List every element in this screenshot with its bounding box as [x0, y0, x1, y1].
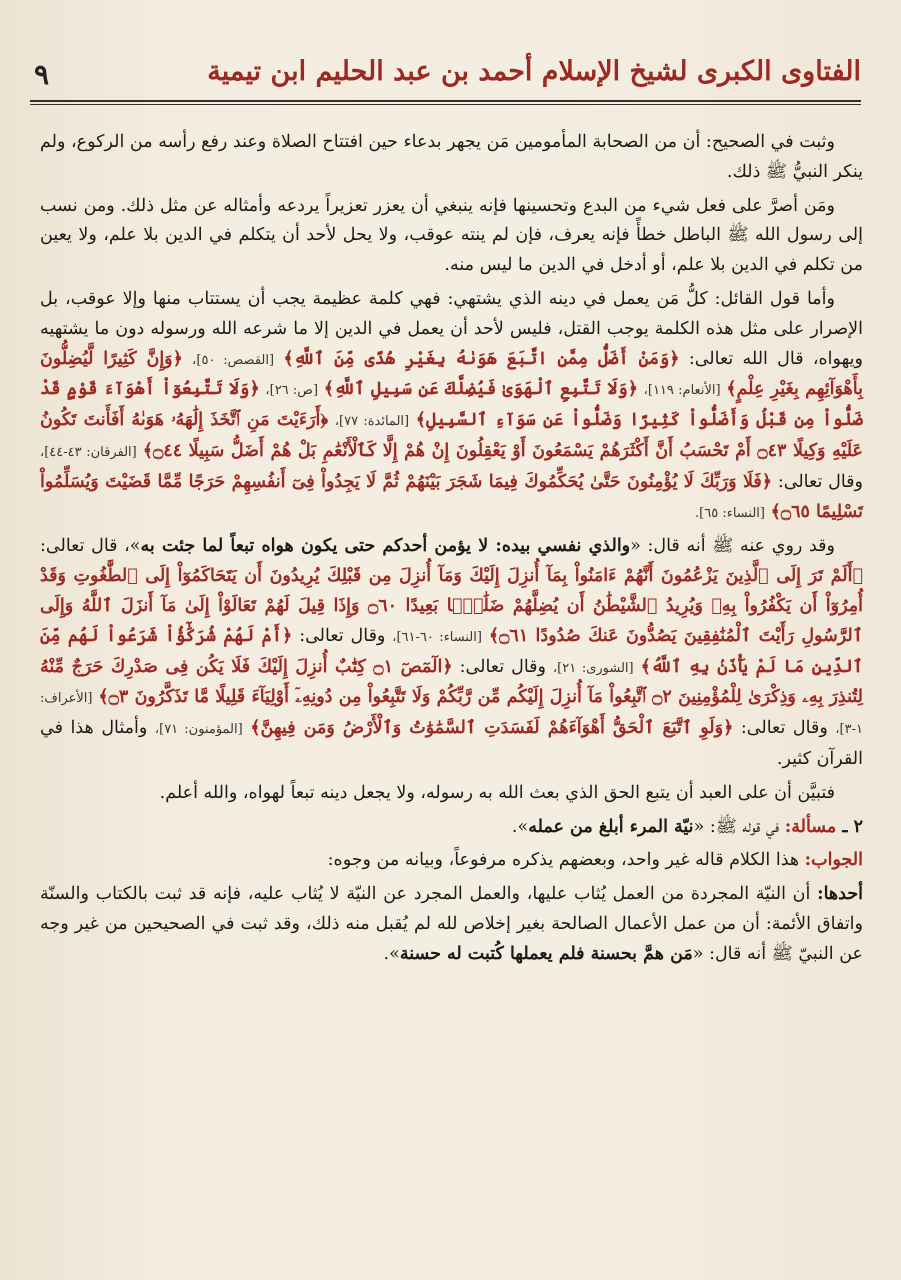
verse-reference: [ص: ٢٦]، [265, 383, 319, 399]
paragraph: فتبيَّن أن على العبد أن يتبع الحق الذي بعث الله به رسوله، ولا يجعل دينه تبعاً لهواه، والله أعلم. [159, 782, 835, 803]
hadith-quote: والذي نفسي بيده: لا يؤمن أحدكم حتى يكون هواه تبعاً لما جئت به [140, 536, 631, 557]
masala-number: ٢ ـ [836, 816, 863, 837]
verse-reference: [النساء: ٦٥]. [695, 505, 765, 521]
quran-verse: ﴿أَمْ لَهُمْ شُرَكَٰٓؤُاْ شَرَعُواْ لَهُم مِّنَ ٱلدِّينِ مَا لَمْ يَأْذَنۢ بِهِ ٱللَّهُ﴾ [40, 625, 863, 677]
paragraph-text: في قوله ﷺ: « [693, 816, 785, 837]
quran-verse: ﴿أَلَمْ تَرَ إِلَى ٱلَّذِينَ يَزْعُمُونَ أَنَّهُمْ ءَامَنُواْ بِمَآ أُنزِلَ إِلَيْكَ وَمَآ أُنزِلَ مِن قَبْلِكَ يُرِيدُونَ أَن يَتَحَاكَمُوٓاْ إِلَى ٱلطَّٰغُوتِ وَقَدْ أُمِرُوٓاْ أَن يَكْفُرُواْ بِهِۦ وَيُرِيدُ ٱلشَّيْطَٰنُ أَن يُضِلَّهُمْ ضَلَٰلًۢا بَعِيدًا ۝٦٠ وَإِذَا قِيلَ لَهُمْ تَعَالَوْاْ إِلَىٰ مَآ أَنزَلَ ٱللَّهُ وَإِلَى ٱلرَّسُولِ رَأَيْتَ ٱلْمُنَٰفِقِينَ يَصُدُّونَ عَنكَ صُدُودًا ۝٦١﴾ [40, 566, 863, 646]
paragraph-text: أن النيّة المجردة من العمل يُثاب عليها، والعمل المجرد عن النيّة لا يُثاب عليه، فإنه قد ثبت بالكتاب والسنّة واتفاق الأئمة: أن من عمل الأعمال الصالحة بغير إخلاص لله لم يُقبل منه ذلك، وقد ثبت في الصحيحين من غير وجه عن النبيّ ﷺ أنه قال: « [40, 884, 863, 964]
paragraph [40, 880, 863, 969]
hadith-quote: نيّة المرء أبلغ من عمله [528, 816, 694, 837]
paragraph: ومَن أصرَّ على فعل شيء من البدع وتحسينها فإنه ينبغي أن يعزر تعزيراً يردعه وأمثاله عن مثل ذلك. ومن نسب إلى رسول الله ﷺ الباطل خطأً فإنه يعرف، فإن لم ينته عوقب، ولا يحل لأحد أن يتكلم في الدين بلا علم، ولا يعين من تكلم في الدين بلا علم، أو أدخل في الدين ما ليس منه. [40, 195, 863, 276]
page-content [40, 128, 863, 1270]
quran-verse: ﴿وَلَا تَتَّبِعُوٓاْ أَهْوَآءَ قَوْمٍ قَدْ ضَلُّواْ مِن قَبْلُ وَأَضَلُّواْ كَثِيرًا وَضَلُّواْ عَن سَوَآءِ ٱلسَّبِيلِ﴾ [40, 379, 863, 431]
quran-verse: ﴿وَلَوِ ٱتَّبَعَ ٱلْحَقُّ أَهْوَآءَهُمْ لَفَسَدَتِ ٱلسَّمَٰوَٰتُ وَٱلْأَرْضُ وَمَن فِيهِنَّ﴾ [250, 718, 734, 739]
quran-verse: ﴿وَمَنْ أَضَلُّ مِمَّنِ اتَّبَعَ هَوَىٰهُ بِغَيْرِ هُدًى مِّنَ ٱللَّهِ﴾ [283, 348, 680, 369]
point-label: أحدها: [817, 884, 863, 905]
verse-reference: [الأنعام: ١١٩]، [643, 383, 721, 399]
verse-reference: [المائدة: ٧٧]، [334, 414, 410, 430]
paragraph: وثبت في الصحيح: أن من الصحابة المأمومين مَن يجهر بدعاء حين افتتاح الصلاة وعند رفع رأسه من الركوع، ولم ينكر النبيُّ ﷺ ذلك. [40, 132, 863, 182]
quran-verse: ﴿أَرَءَيْتَ مَنِ ٱتَّخَذَ إِلَٰهَهُۥ هَوَىٰهُ أَفَأَنتَ تَكُونُ عَلَيْهِ وَكِيلًا ۝٤٣ أَمْ تَحْسَبُ أَنَّ أَكْثَرَهُمْ يَسْمَعُونَ أَوْ يَعْقِلُونَ إِنْ هُمْ إِلَّا كَٱلْأَنْعَٰمِ بَلْ هُمْ أَضَلُّ سَبِيلًا ۝٤٤﴾ [40, 410, 863, 461]
header-rule [30, 100, 861, 105]
answer-label: الجواب: [804, 850, 863, 871]
paragraph [40, 532, 863, 774]
paragraph-text: وقال تعالى: [733, 718, 836, 739]
quran-verse: ﴿وَإِنَّ كَثِيرًا لَّيُضِلُّونَ بِأَهْوَآئِهِم بِغَيْرِ عِلْمٍ﴾ [40, 348, 863, 400]
paragraph-text: ». [383, 943, 400, 964]
quran-verse: ﴿وَلَا تَتَّبِعِ ٱلْهَوَىٰ فَيُضِلَّكَ عَن سَبِيلِ ٱللَّهِ﴾ [323, 379, 638, 400]
verse-reference: [المؤمنون: ٧١]، [154, 722, 243, 738]
book-title: الفتاوى الكبرى لشيخ الإسلام أحمد بن عبد الحليم ابن تيمية [207, 56, 861, 87]
paragraph [40, 285, 863, 528]
masala-label: مسألة: [784, 816, 837, 837]
paragraph-text: وقال تعالى: [452, 656, 553, 677]
quran-verse: ﴿الٓمٓصٓ ۝١ كِتَٰبٌ أُنزِلَ إِلَيْكَ فَلَا يَكُن فِى صَدْرِكَ حَرَجٌ مِّنْهُ لِتُنذِرَ بِهِۦ وَذِكْرَىٰ لِلْمُؤْمِنِينَ ۝٢ ٱتَّبِعُواْ مَآ أُنزِلَ إِلَيْكُم مِّن رَّبِّكُمْ وَلَا تَتَّبِعُواْ مِن دُونِهِۦٓ أَوْلِيَآءَ قَلِيلًا مَّا تَذَكَّرُونَ ۝٣﴾ [40, 656, 863, 708]
masala-heading [40, 813, 863, 843]
verse-reference: [القصص: ٥٠]، [192, 352, 275, 368]
verse-reference: [الشورى: ٢١]، [552, 660, 634, 676]
paragraph-text: ». [511, 816, 529, 837]
paragraph-text: هذا الكلام قاله غير واحد، وبعضهم يذكره مرفوعاً، وبيانه من وجوه: [327, 850, 805, 871]
paragraph-text: وأما قول القائل: كلُّ مَن يعمل في دينه الذي يشتهي: فهي كلمة عظيمة يجب أن يستتاب منها وإلا عوقب، بل الإصرار على مثل هذه الكلمة يوجب القتل، فليس لأحد أن يعمل في الدين إلا ما شرعه الله ورسوله دون ما يشتهيه ويهواه، قال الله تعالى: [40, 288, 863, 369]
paragraph-text: وقد روي عنه ﷺ أنه قال: « [630, 536, 835, 557]
verse-reference: [الفرقان: ٤٣-٤٤]، [40, 444, 137, 460]
paragraph-text: »، قال تعالى: [40, 536, 141, 557]
verse-reference: [الأعراف: ١-٣]، [40, 691, 863, 738]
page-number: ٩ [34, 58, 50, 91]
hadith-quote: مَن همَّ بحسنة فلم يعملها كُتبت له حسنة [399, 943, 693, 964]
paragraph-text: وقال تعالى: [292, 625, 393, 646]
answer-paragraph [40, 846, 863, 876]
verse-reference: [النساء: ٦٠-٦١]، [392, 629, 482, 645]
paragraph-text: وقال تعالى: [772, 471, 863, 492]
quran-verse: ﴿فَلَا وَرَبِّكَ لَا يُؤْمِنُونَ حَتَّىٰ يُحَكِّمُوكَ فِيمَا شَجَرَ بَيْنَهُمْ ثُمَّ لَا يَجِدُواْ فِىٓ أَنفُسِهِمْ حَرَجًا مِّمَّا قَضَيْتَ وَيُسَلِّمُواْ تَسْلِيمًا ۝٦٥﴾ [40, 471, 863, 522]
paragraph-text: وأمثال هذا في القرآن كثير. [40, 718, 863, 769]
page-header [30, 48, 861, 108]
